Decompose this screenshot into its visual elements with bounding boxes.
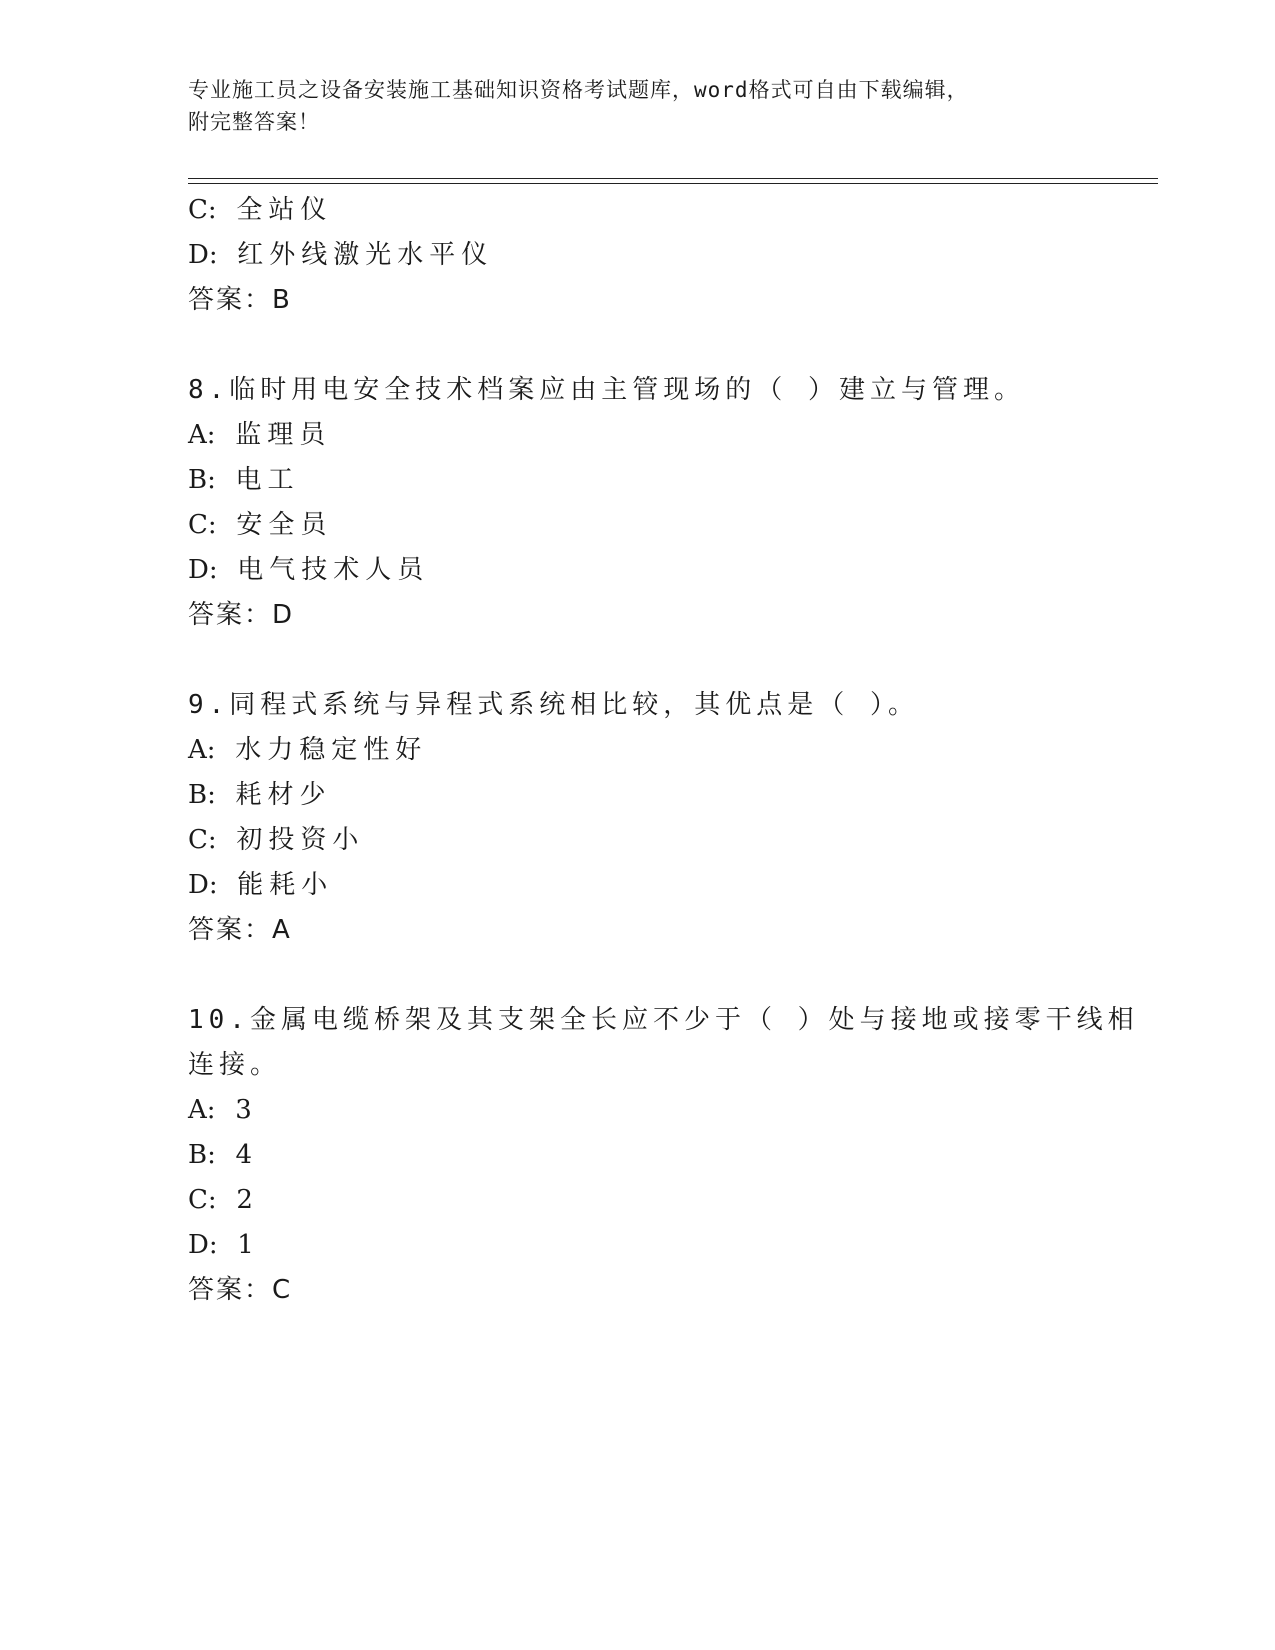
header-divider-top: [188, 178, 1158, 179]
question-9-stem: 9.同程式系统与异程式系统相比较，其优点是（ ）。: [188, 690, 919, 720]
option-c: C: 全站仪: [188, 195, 333, 225]
option-a: A: 监理员: [188, 420, 332, 450]
question-10-stem-line-1: 10.金属电缆桥架及其支架全长应不少于（ ）处与接地或接零干线相: [188, 1005, 1139, 1035]
option-d: D: 红外线激光水平仪: [188, 240, 494, 270]
option-c: C: 2: [188, 1185, 253, 1215]
option-b: B: 电工: [188, 465, 300, 495]
question-8-stem: 8.临时用电安全技术档案应由主管现场的（ ）建立与管理。: [188, 375, 1025, 405]
option-d: D: 电气技术人员: [188, 555, 430, 585]
question-10-stem-line-2: 连接。: [188, 1050, 282, 1080]
option-c: C: 初投资小: [188, 825, 365, 855]
option-a: A: 3: [188, 1095, 252, 1125]
header-line-1: 专业施工员之设备安装施工基础知识资格考试题库，word格式可自由下载编辑，: [188, 78, 969, 102]
answer-line: 答案：D: [188, 600, 295, 630]
option-d: D: 能耗小: [188, 870, 334, 900]
header-line-2: 附完整答案！: [188, 110, 320, 134]
answer-line: 答案：C: [188, 1275, 293, 1305]
answer-line: 答案：B: [188, 285, 292, 315]
option-a: A: 水力稳定性好: [188, 735, 428, 765]
option-b: B: 耗材少: [188, 780, 332, 810]
answer-line: 答案：A: [188, 915, 292, 945]
header-divider-bottom: [188, 183, 1158, 184]
option-c: C: 安全员: [188, 510, 333, 540]
option-b: B: 4: [188, 1140, 253, 1170]
option-d: D: 1: [188, 1230, 254, 1260]
document-header: [188, 74, 1068, 138]
